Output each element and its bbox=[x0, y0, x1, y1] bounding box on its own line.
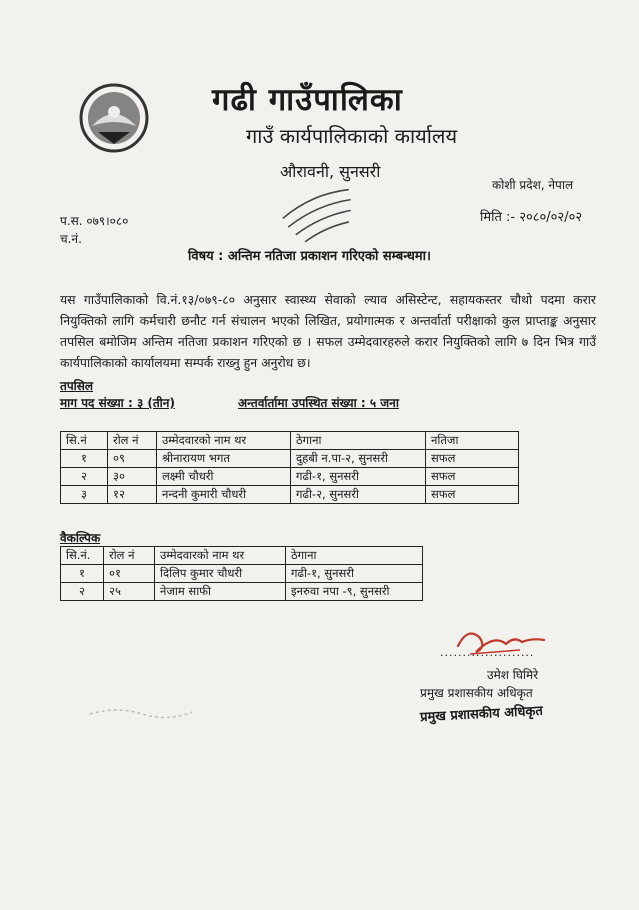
cell: सफल bbox=[426, 450, 519, 468]
col-roll: रोल नं bbox=[104, 547, 155, 565]
cell: लक्ष्मी चौधरी bbox=[157, 468, 291, 486]
letter-number: प.स. ०७९।०८० bbox=[60, 214, 129, 228]
letter-subject: विषय : अन्तिम नतिजा प्रकाशन गरिएको सम्बन्धमा। bbox=[188, 249, 431, 264]
nepal-emblem-logo bbox=[78, 82, 150, 154]
alternate-table bbox=[60, 546, 423, 601]
table-row bbox=[61, 450, 519, 468]
cell: श्रीनारायण भगत bbox=[157, 450, 291, 468]
col-serial: सि.नं bbox=[61, 432, 108, 450]
table-row bbox=[61, 486, 519, 504]
table-row bbox=[61, 565, 423, 583]
table-header-row bbox=[61, 432, 519, 450]
table-header-row bbox=[61, 547, 423, 565]
cell: १ bbox=[61, 565, 104, 583]
province-text: कोशी प्रदेश, नेपाल bbox=[492, 178, 574, 192]
cell: ३० bbox=[108, 468, 157, 486]
cell: १२ bbox=[108, 486, 157, 504]
col-result: नतिजा bbox=[426, 432, 519, 450]
table-row bbox=[61, 583, 423, 601]
cell: नन्दनी कुमारी चौधरी bbox=[157, 486, 291, 504]
cell: सफल bbox=[426, 486, 519, 504]
interview-present-count: अन्तर्वार्तामा उपस्थित संख्या : ५ जना bbox=[238, 396, 399, 410]
cell: नेजाम साफी bbox=[155, 583, 286, 601]
col-serial: सि.नं. bbox=[61, 547, 104, 565]
letter-body: यस गाउँपालिकाको वि.नं.१३/०७९-८० अनुसार स्वास्थ्य सेवाको ल्याव असिस्टेन्ट, सहायकस्तर चौथो पदमा करार नियुक्तिको लागि कर्मचारी छनौट गर्न संचालन भएको लिखित, प्रयोगात्मक र अन्तर्वार्ता परीक्षाको कुल प्राप्ताङ्क अनुसार तपसिल बमोजिम अन्तिम नतिजा प्रकाशन गरिएको छ । सफल उम्मेदवारहरुले करार नियुक्तिको लागि ७ दिन भित्र गाउँ कार्यपालिकाको कार्यालयमा सम्पर्क राख्नु हुन अनुरोध छ। bbox=[60, 292, 596, 370]
col-name: उम्मेदवारको नाम थर bbox=[155, 547, 286, 565]
cell: ०१ bbox=[104, 565, 155, 583]
cell: गढी-१, सुनसरी bbox=[291, 468, 426, 486]
posts-count: माग पद संख्या : ३ (तीन) bbox=[60, 396, 175, 410]
cell: सफल bbox=[426, 468, 519, 486]
faint-stamp-mark bbox=[86, 700, 196, 724]
cell: ३ bbox=[61, 486, 108, 504]
cell: दुहबी न.पा-२, सुनसरी bbox=[291, 450, 426, 468]
dispatch-number: च.नं. bbox=[60, 232, 82, 246]
results-table bbox=[60, 431, 519, 504]
office-stamp bbox=[275, 184, 367, 250]
cell: गढी-२, सुनसरी bbox=[291, 486, 426, 504]
cell: २ bbox=[61, 583, 104, 601]
cell: २५ bbox=[104, 583, 155, 601]
org-title: गढी गाउँपालिका bbox=[212, 82, 403, 118]
alternate-heading: वैकल्पिक bbox=[60, 531, 101, 545]
col-address: ठेगाना bbox=[291, 432, 426, 450]
cell: दिलिप कुमार चौधरी bbox=[155, 565, 286, 583]
cell: १ bbox=[61, 450, 108, 468]
signatory-designation: प्रमुख प्रशासकीय अधिकृत bbox=[420, 686, 533, 700]
cell: २ bbox=[61, 468, 108, 486]
col-address: ठेगाना bbox=[286, 547, 423, 565]
cell: ०९ bbox=[108, 450, 157, 468]
designation-stamp: प्रमुख प्रशासकीय अधिकृत bbox=[419, 703, 544, 726]
office-subtitle: गाउँ कार्यपालिकाको कार्यालय bbox=[246, 124, 458, 148]
letter-date: मिति :- २०८०/०२/०२ bbox=[480, 210, 583, 225]
office-address: औरावनी, सुनसरी bbox=[280, 162, 381, 181]
table-row bbox=[61, 468, 519, 486]
cell: इनरुवा नपा -९, सुनसरी bbox=[286, 583, 423, 601]
signature-line: ..................... bbox=[440, 646, 535, 659]
cell: गढी-१, सुनसरी bbox=[286, 565, 423, 583]
signatory-name: उमेश घिमिरे bbox=[487, 668, 539, 682]
col-roll: रोल नं bbox=[108, 432, 157, 450]
details-heading: तपसिल bbox=[60, 379, 94, 393]
col-name: उम्मेदवारको नाम थर bbox=[157, 432, 291, 450]
